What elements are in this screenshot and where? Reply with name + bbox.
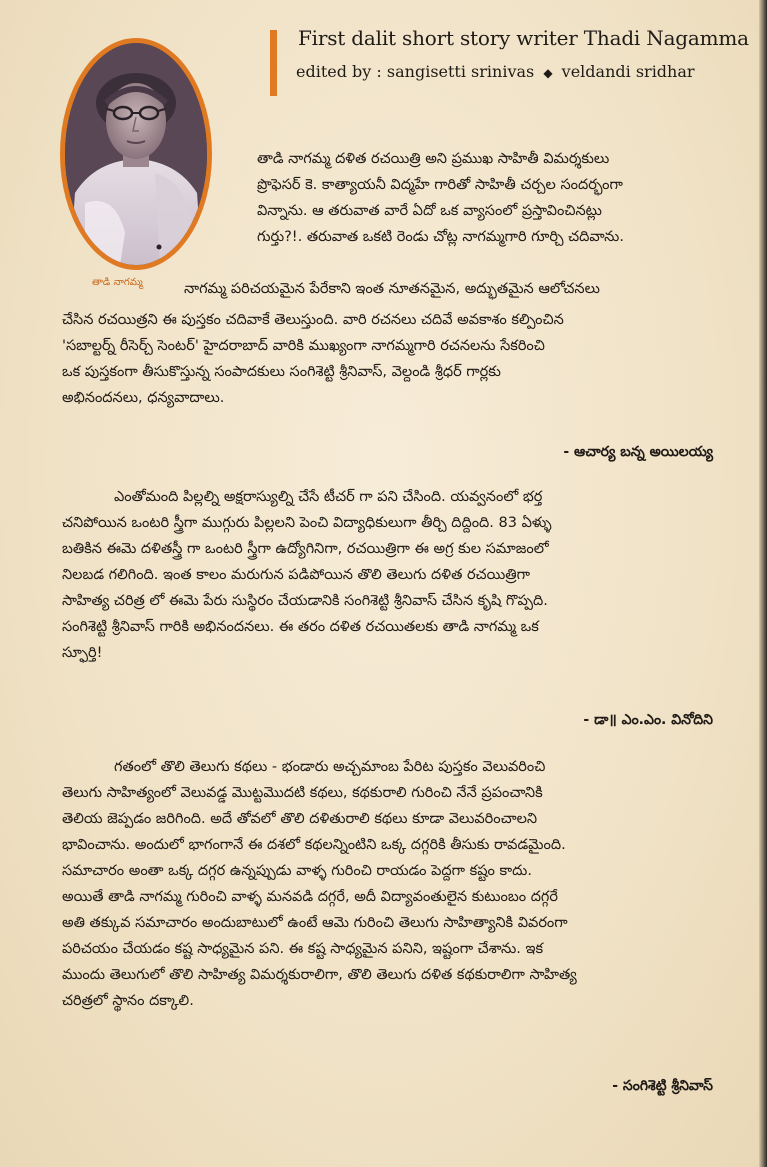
text-line: బతికిన ఈమె దళితస్త్రీ గా ఒంటరి స్త్రీగా ఉద్యోగినిగా, రచయిత్రిగా ఈ అగ్ర కుల సమాజంలో [62, 541, 549, 557]
text-line: సంగిశెట్టి శ్రీనివాస్ గారికి అభినందనలు. ఈ తరం దళిత రచయితలకు తాడి నాగమ్మ ఒక [62, 619, 539, 635]
paragraph-1-continuation-b [62, 307, 722, 411]
paragraph-3 [62, 754, 722, 1014]
text-line: అయితే తాడి నాగమ్మ గురించి వాళ్ళ మనవడి దగ్గరే, అదీ విద్యావంతులైన కుటుంబం దగ్గరే [62, 889, 558, 905]
portrait-caption: తాడి నాగమ్మ [92, 277, 143, 288]
text-line: గుర్తు?!. తరువాత ఒకటి రెండు చోట్ల నాగమ్మగారి గూర్చి చదివాను. [257, 229, 624, 245]
text-line: నిలబడ గలిగింది. ఇంత కాలం మరుగున పడిపోయిన తొలి తెలుగు దళిత రచయిత్రిగా [62, 567, 530, 583]
text-line: తాడి నాగమ్మ దళిత రచయిత్రి అని ప్రముఖ సాహితీ విమర్శకులు [257, 151, 610, 167]
header-accent-bar [270, 30, 277, 96]
page-edge-shadow [759, 0, 767, 1167]
text-line: తెలుగు సాహిత్యంలో వెలువడ్డ మొట్టమొదటి కథలు, కథకురాలి గురించి నేనే ప్రపంచానికి [62, 785, 543, 801]
text-line: అతి తక్కువ సమాచారం అందుబాటులో ఉంటే ఆమె గురించి తెలుగు సాహిత్యానికి వివరంగా [62, 915, 568, 931]
text-line: చరిత్రలో స్థానం దక్కాలి. [62, 993, 194, 1009]
text-line: ప్రొఫెసర్ కె. కాత్యాయనీ విద్మహే గారితో సాహితీ చర్చల సందర్భంగా [257, 177, 623, 193]
text-line: పరిచయం చేయడం కష్ట సాధ్యమైన పని. ఈ కష్ట సాధ్యమైన పనిని, ఇష్టంగా చేశాను. ఇక [62, 941, 544, 957]
editor-secondary: veldandi sridhar [561, 62, 695, 81]
diamond-separator-icon: ◆ [543, 66, 553, 80]
text-line: గతంలో తొలి తెలుగు కథలు - భండారు అచ్చమాంబ పేరిట పుస్తకం వెలువరించి [114, 759, 546, 775]
text-line: అభినందనలు, ధన్యవాదాలు. [62, 390, 225, 406]
book-title: First dalit short story writer Thadi Nagamma [298, 26, 749, 50]
editors-line [296, 62, 695, 81]
text-line: స్ఫూర్తి! [62, 645, 103, 661]
paragraph-2 [62, 484, 722, 666]
text-line: భావించాను. అందులో భాగంగానే ఈ దశలో కథలన్నింటిని ఒక్క దగ్గరికి తీసుకు రావడమైంది. [62, 837, 566, 853]
text-line: ఎంతోమంది పిల్లల్ని అక్షరాస్యుల్ని చేసే టీచర్ గా పని చేసింది. యవ్వనంలో భర్త [114, 489, 543, 505]
text-line: తెలియ జెప్పడం జరిగింది. అదే తోవలో తొలి దళితురాలి కథలు కూడా వెలువరించాలని [62, 811, 538, 827]
paragraph-1-intro [62, 146, 722, 250]
signature-srinivas: - సంగిశెట్టి శ్రీనివాస్ [612, 1078, 713, 1094]
text-line: ముందు తెలుగులో తొలి సాహిత్య విమర్శకురాలిగా, తొలి తెలుగు దళిత కథకురాలిగా సాహిత్య [62, 967, 577, 983]
text-line: 'సబాల్టర్న్ రీసెర్చ్ సెంటర్' హైదరాబాద్ వారికి ముఖ్యంగా నాగమ్మగారి రచనలను సేకరించి [62, 338, 545, 354]
text-line: విన్నాను. ఆ తరువాత వారే ఏదో ఒక వ్యాసంలో ప్రస్తావించినట్లు [257, 203, 602, 219]
signature-ailaiah: - ఆచార్య బన్న అయిలయ్య [563, 444, 713, 460]
text-line: నాగమ్మ పరిచయమైన పేరేకాని ఇంత నూతనమైన, అద్భుతమైన ఆలోచనలు [184, 281, 600, 297]
editor-primary: edited by : sangisetti srinivas [296, 62, 535, 81]
text-line: సమాచారం అంతా ఒక్క దగ్గర ఉన్నప్పుడు వాళ్ళ గురించి రాయడం పెద్దగా కష్టం కాదు. [62, 863, 532, 879]
signature-vinodini: - డా॥ ఎం.ఎం. వినోదిని [583, 712, 713, 728]
text-line: చనిపోయిన ఒంటరి స్త్రీగా ముగ్గురు పిల్లలని పెంచి విద్యాధికులుగా తీర్చి దిద్దింది. 83 ఏళ్ళు [62, 515, 552, 531]
paragraph-1-continuation-a [62, 276, 722, 302]
text-line: చేసిన రచయిత్రని ఈ పుస్తకం చదివాకే తెలుస్తుంది. వారి రచనలు చదివే అవకాశం కల్పించిన [62, 312, 564, 328]
text-line: సాహిత్య చరిత్ర లో ఈమె పేరు సుస్థిరం చేయడానికి సంగిశెట్టి శ్రీనివాస్ చేసిన కృషి గొప్పది. [62, 593, 548, 609]
text-line: ఒక పుస్తకంగా తీసుకొస్తున్న సంపాదకులు సంగిశెట్టి శ్రీనివాస్, వెల్దండి శ్రీధర్ గార్లకు [62, 364, 501, 380]
